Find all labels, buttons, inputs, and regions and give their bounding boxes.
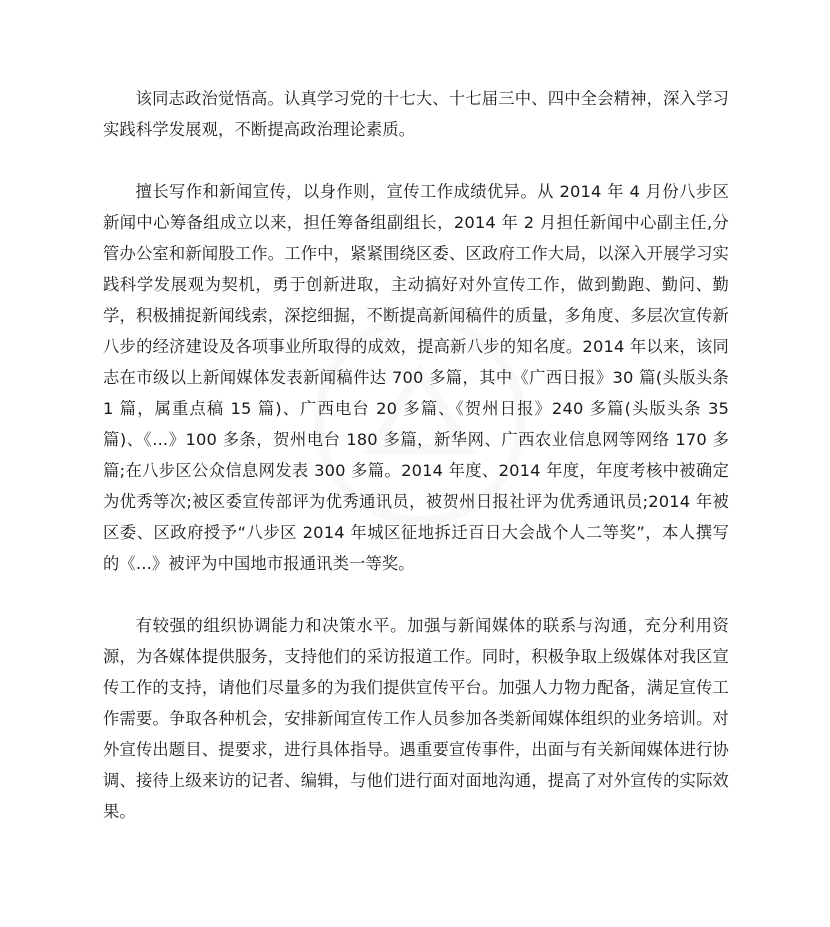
paragraph-political-awareness: 该同志政治觉悟高。认真学习党的十七大、十七届三中、四中全会精神，深入学习实践科学发展观，不断提高政治理论素质。: [103, 89, 729, 139]
paragraph-coordination-ability: 有较强的组织协调能力和决策水平。加强与新闻媒体的联系与沟通，充分利用资源，为各媒体提供服务，支持他们的采访报道工作。同时，积极争取上级媒体对我区宣传工作的支持，请他们尽量多的为我们提供宣传平台。加强人力物力配备，满足宣传工作需要。争取各种机会，安排新闻宣传工作人员参加各类新闻媒体组织的业务培训。对外宣传出题目、提要求，进行具体指导。遇重要宣传事件，出面与有关新闻媒体进行协调、接待上级来访的记者、编辑，与他们进行面对面地沟通，提高了对外宣传的实际效果。: [103, 616, 729, 821]
paragraph-writing-and-publicity: 擅长写作和新闻宣传，以身作则，宣传工作成绩优异。从 2014 年 4 月份八步区新闻中心筹备组成立以来，担任筹备组副组长，2014 年 2 月担任新闻中心副主任,分管办公室和新闻股工作。工作中，紧紧围绕区委、区政府工作大局，以深入开展学习实践科学发展观为契机，勇于创新进取，主动搞好对外宣传工作，做到勤跑、勤问、勤学，积极捕捉新闻线索，深挖细掘，不断提高新闻稿件的质量，多角度、多层次宣传新八步的经济建设及各项事业所取得的成效，提高新八步的知名度。2014 年以来，该同志在市级以上新闻媒体发表新闻稿件达 700 多篇，其中《广西日报》30 篇(头版头条 1 篇，属重点稿 15 篇)、广西电台 20 多篇、《贺州日报》240 多篇(头版头条 35 篇)、《...》100 多条，贺州电台 180 多篇，新华网、广西农业信息网等网络 170 多篇;在八步区公众信息网发表 300 多篇。2014 年度、2014 年度，年度考核中被确定为优秀等次;被区委宣传部评为优秀通讯员，被贺州日报社评为优秀通讯员;2014 年被区委、区政府授予“八步区 2014 年城区征地拆迁百日大会战个人二等奖”，本人撰写的《...》被评为中国地市报通讯类一等奖。: [103, 182, 729, 573]
document-page: [103, 83, 729, 827]
